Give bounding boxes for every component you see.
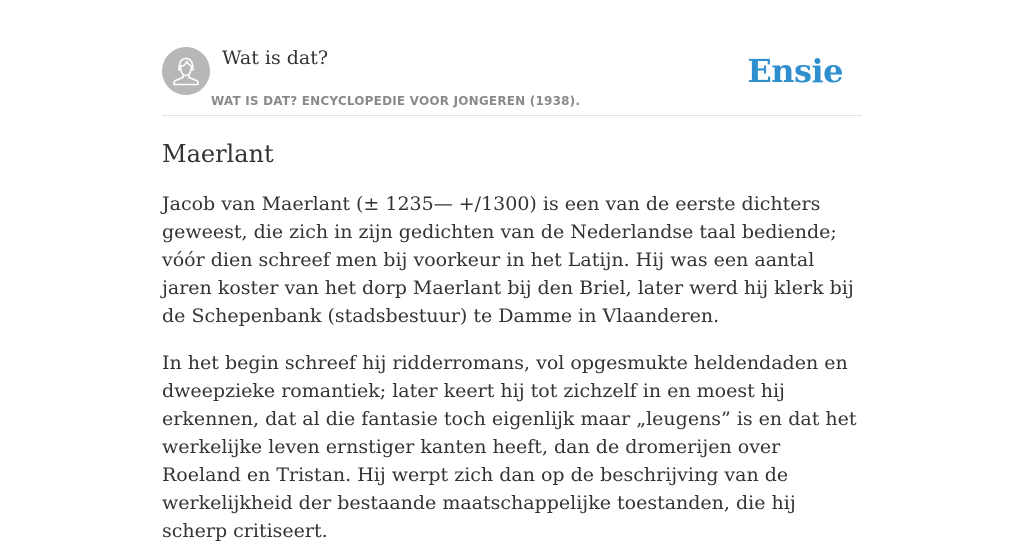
source-avatar[interactable] [162, 47, 210, 95]
source-title[interactable]: Wat is dat? [222, 47, 329, 69]
article-title: Maerlant [162, 140, 274, 168]
user-icon [162, 47, 210, 95]
article [162, 137, 862, 545]
source-header [162, 46, 862, 116]
article-paragraph: Jacob van Maerlant (± 1235— +/1300) is een van de eerste dichters geweest, die zich in zijn gedichten van de Nederlandse taal bediende; vóór dien schreef men bij voorkeur in het Latijn. Hij was een aantal jaren koster van het dorp Maerlant bij den Briel, later werd hij klerk bij de Schepenbank (stadsbestuur) te Damme in Vlaanderen. [162, 193, 854, 327]
article-paragraph: In het begin schreef hij ridderromans, vol opgesmukte heldendaden en dweepzieke romantiek; later keert hij tot zichzelf in en moest hij erkennen, dat al die fantasie toch eigenlijk maar „leugens” is en dat het werkelijke leven ernstiger kanten heeft, dan de dromerijen over Roeland en Tristan. Hij werpt zich dan op de beschrijving van de werkelijkheid der bestaande maatschappelijke toestanden, die hij scherp critiseert. [162, 352, 857, 542]
brand-logo[interactable]: Ensie [747, 52, 843, 90]
source-subtitle: WAT IS DAT? ENCYCLOPEDIE VOOR JONGEREN (1938). [211, 94, 581, 108]
